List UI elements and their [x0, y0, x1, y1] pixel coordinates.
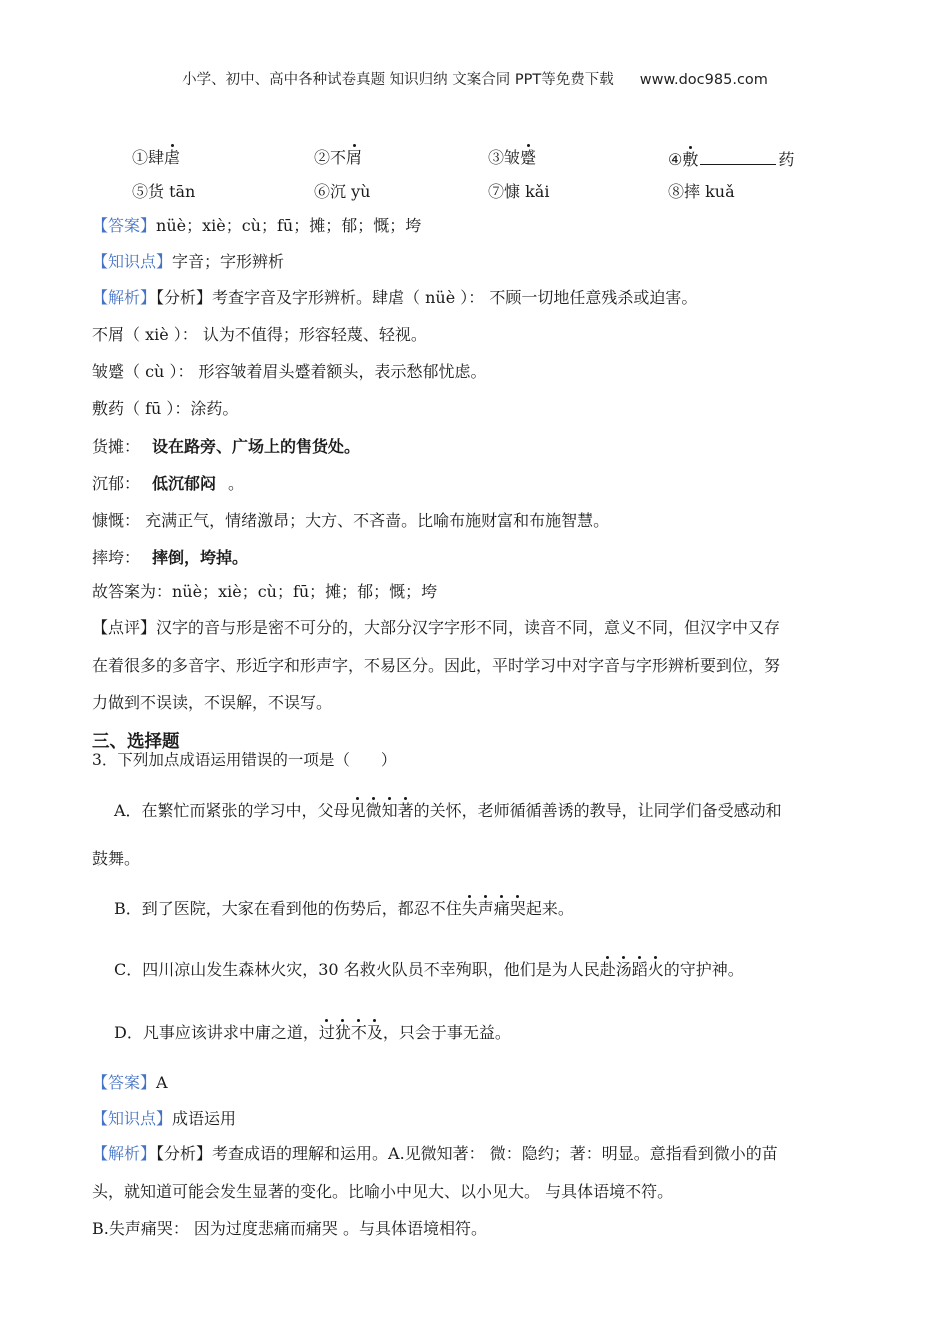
- q3-option-c: C．四川凉山发生森林火灾，30 名救火队员不幸殉职，他们是为人民赴汤蹈火的守护神。: [114, 960, 744, 979]
- item-2: ②不屑: [314, 148, 363, 167]
- q2-comment-2: 在着很多的多音字、形近字和形声字，不易区分。因此，平时学习中对字音与字形辨析要到位，努: [92, 656, 781, 675]
- q2-comment-1: 【点评】汉字的音与形是密不可分的，大部分汉字字形不同，读音不同，意义不同，但汉字中又存: [92, 618, 781, 637]
- item-6: ⑥沉 yù: [314, 182, 371, 201]
- dotted-char: 蹙: [520, 148, 537, 167]
- q2-comment-3: 力做到不误读，不误解，不误写。: [92, 693, 333, 712]
- dotted-char: 虐: [164, 148, 181, 167]
- q2-answer: 【答案】nüè；xiè；cù；fū；摊；郁；慨；垮: [92, 216, 422, 235]
- q3-option-a-cont: 鼓舞。: [92, 849, 141, 868]
- q3-analysis-3: B.失声痛哭： 因为过度悲痛而痛哭 。与具体语境相符。: [92, 1219, 488, 1238]
- q2-line-6: 慷慨： 充满正气，情绪激昂；大方、不吝啬。比喻布施财富和布施智慧。: [92, 511, 610, 530]
- q2-line-7: 摔垮： 摔倒，垮掉。: [92, 548, 249, 567]
- item-7: ⑦慷 kǎi: [488, 182, 550, 201]
- dotted-char: 屑: [346, 148, 363, 167]
- dotted-char: 敷: [682, 150, 699, 169]
- item-1: ①肆虐: [132, 148, 181, 167]
- header-left-text: 小学、初中、高中各种试卷真题 知识归纳 文案合同 PPT等免费下载: [182, 72, 614, 88]
- q2-line-3: 敷药（ fū ）：涂药。: [92, 399, 239, 418]
- q3-stem: 3．下列加点成语运用错误的一项是（ ）: [92, 751, 397, 769]
- q2-line-5: 沉郁： 低沉郁闷 。: [92, 474, 245, 493]
- q3-answer: 【答案】A: [92, 1073, 168, 1092]
- fill-blank: [700, 150, 776, 165]
- page-header: [0, 68, 950, 89]
- q3-analysis: 【解析】【分析】考查成语的理解和运用。A.见微知著： 微：隐约；著：明显。意指看到微小的苗: [92, 1144, 778, 1163]
- item-8: ⑧摔 kuǎ: [668, 182, 735, 201]
- item-5: ⑤货 tān: [132, 182, 196, 201]
- q2-line-1: 不屑（ xiè ）： 认为不值得；形容轻蔑、轻视。: [92, 325, 427, 344]
- q3-analysis-2: 头，就知道可能会发生显著的变化。比喻小中见大、以小见大。 与具体语境不符。: [92, 1182, 674, 1201]
- q3-option-b: B．到了医院，大家在看到他的伤势后，都忍不住失声痛哭起来。: [114, 899, 574, 918]
- q2-line-4: 货摊： 设在路旁、广场上的售货处。: [92, 437, 361, 456]
- q2-knowledge-point: 【知识点】字音；字形辨析: [92, 252, 285, 271]
- q2-analysis: 【解析】【分析】考查字音及字形辨析。肆虐（ nüè ）： 不顾一切地任意残杀或迫害。: [92, 288, 698, 307]
- section-title: 三、选择题: [92, 732, 180, 752]
- q3-option-d: D．凡事应该讲求中庸之道，过犹不及，只会于事无益。: [114, 1023, 511, 1042]
- item-4: ④敷 药: [668, 150, 795, 169]
- q3-knowledge-point: 【知识点】成语运用: [92, 1109, 237, 1128]
- header-site: www.doc985.com: [639, 72, 768, 88]
- q2-conclusion: 故答案为：nüè；xiè；cù；fū；摊；郁；慨；垮: [92, 582, 438, 601]
- q2-line-2: 皱蹙（ cù ）： 形容皱着眉头蹙着额头，表示愁郁忧虑。: [92, 362, 487, 381]
- item-3: ③皱蹙: [488, 148, 537, 167]
- q3-option-a: A．在繁忙而紧张的学习中，父母见微知著的关怀，老师循循善诱的教导，让同学们备受感动和: [114, 801, 782, 820]
